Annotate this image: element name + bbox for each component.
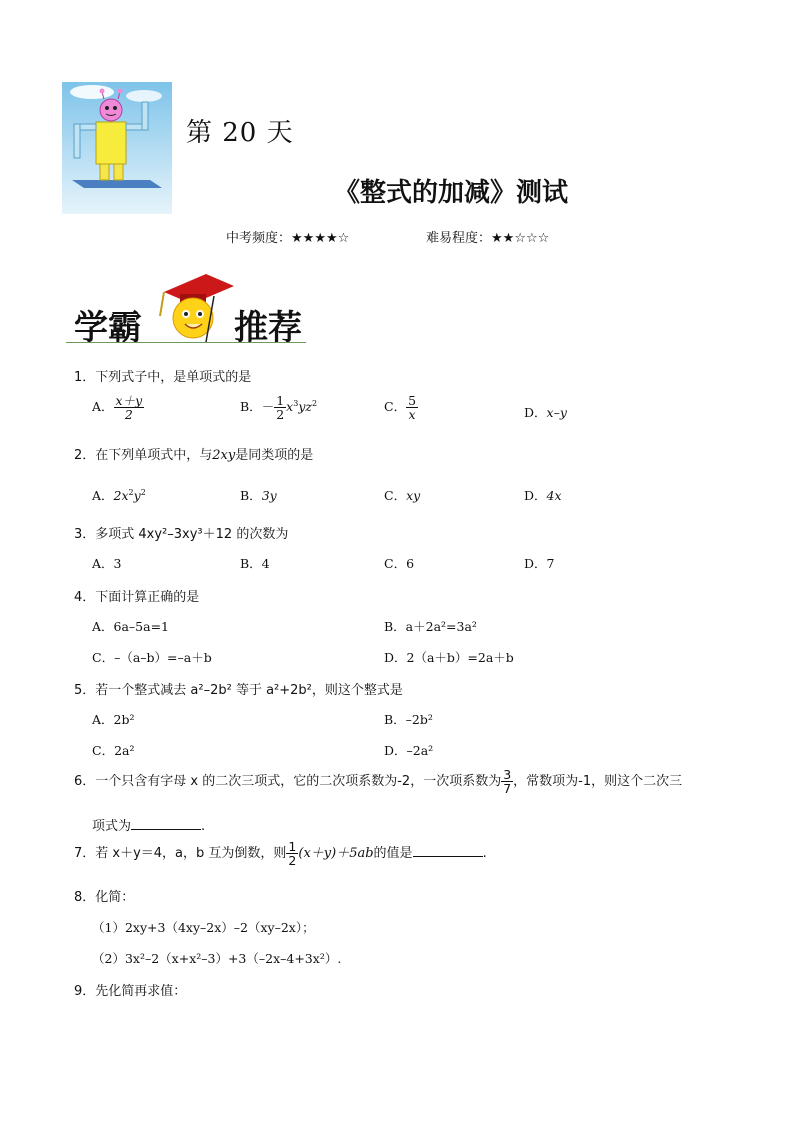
banner-text-left: 学霸 [74,308,142,348]
banner-underline [66,342,306,343]
question-7-stem: 7．若 x＋y＝4，a，b 互为倒数，则 $\frac{1}{2}$ (x＋y)＋5ab的值是 . [74,839,487,869]
difficulty [426,227,549,246]
q3-option-d: D．7 [524,556,555,571]
q2-option-b: B．3y [240,488,277,503]
day-title: 第 20 天 [186,118,294,148]
q1-option-a: A． $\frac{x+y}{2}$ [92,393,143,423]
exam-frequency-stars: ★★★★☆ [291,231,350,246]
banner-text-right: 推荐 [234,308,302,348]
question-5-stem: 5．若一个整式减去 a²–2b² 等于 a²+2b²，则这个整式是 [74,683,403,698]
question-3-stem: 3．多项式 4xy²–3xy³＋12 的次数为 [74,527,289,542]
exam-frequency [226,227,349,246]
q1-option-c: C． $\frac{5}{x}$ [384,393,417,423]
q3-option-a: A．3 [92,556,122,571]
question-6-stem: 6．一个只含有字母 x 的二次三项式，它的二次项系数为-2，一次项系数为 $\frac{3}{7}$ ，常数项为-1，则这个二次三 [74,767,683,797]
q3-option-b: B．4 [240,556,270,571]
exam-frequency-label: 中考频度： [226,231,292,246]
question-6-line2: 项式为 . [92,819,206,834]
question-9-stem: 9．先化简再求值： [74,984,187,999]
q3-option-c: C．6 [384,556,415,571]
q8-part-2: （2）3x²–2（x+x²–3）+3（–2x–4+3x²）. [92,951,342,966]
q5-option-a: A．2b² [92,712,135,727]
q7-answer-blank[interactable] [413,844,483,857]
q1-option-d: D．x–y [524,405,567,420]
question-1-stem: 1．下列式子中，是单项式的是 [74,370,252,385]
q2-option-a: A．$2x^2y^2$ [92,487,146,503]
graduate-smiley-icon [146,262,236,348]
recommend-banner [66,262,316,348]
q1-option-b: B．－ $\frac{1}{2}$ $x^3yz^2$ [240,393,318,423]
q4-option-a: A．6a–5a=1 [92,619,170,634]
q5-option-b: B．–2b² [384,712,433,727]
q4-option-b: B．a＋2a²=3a² [384,619,477,634]
question-2-stem: 2．在下列单项式中，与2xy是同类项的是 [74,448,314,463]
question-4-stem: 4．下面计算正确的是 [74,590,200,605]
question-8-stem: 8．化简： [74,890,135,905]
q5-option-d: D．–2a² [384,743,434,758]
q6-answer-blank[interactable] [131,817,201,830]
q4-option-d: D．2（a＋b）=2a＋b [384,650,514,665]
test-title: 《整式的加减》测试 [334,178,569,208]
q2-option-c: C．xy [384,488,421,503]
q8-part-1: （1）2xy+3（4xy–2x）–2（xy–2x）； [92,920,315,935]
difficulty-label: 难易程度： [426,231,492,246]
q5-option-c: C．2a² [92,743,135,758]
q4-option-c: C．–（a–b）=–a＋b [92,650,212,665]
difficulty-stars: ★★☆☆☆ [491,231,550,246]
robot-illustration [62,82,172,214]
q2-option-d: D．4x [524,488,562,503]
